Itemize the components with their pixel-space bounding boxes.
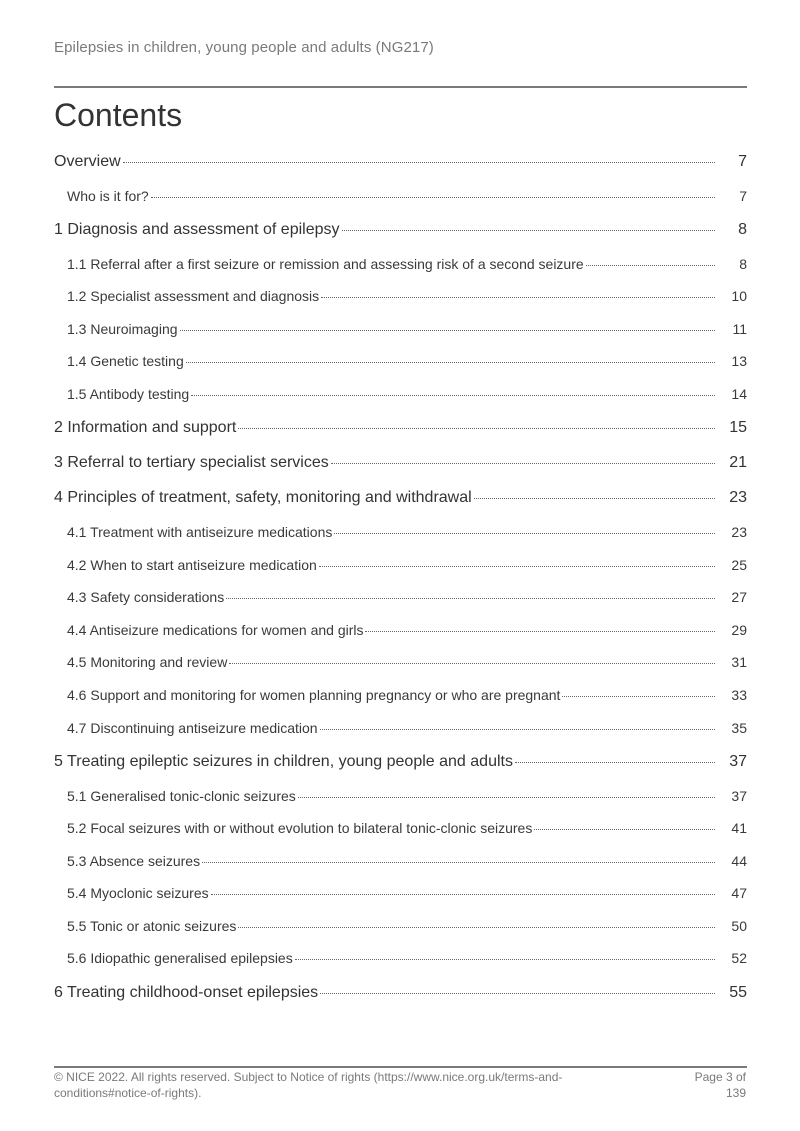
toc-leader-dots: [534, 829, 715, 830]
toc-entry-label[interactable]: 5.1 Generalised tonic-clonic seizures: [67, 788, 296, 804]
toc-leader-dots: [515, 762, 715, 763]
toc-entry-page: 29: [731, 622, 747, 638]
toc-entry-section-1[interactable]: [54, 221, 747, 239]
toc-entry-section-1-1[interactable]: [54, 256, 747, 272]
toc-entry-section-4-6[interactable]: [54, 687, 747, 703]
toc-leader-dots: [331, 463, 715, 464]
toc-leader-dots: [474, 498, 715, 499]
toc-entry-page: 52: [731, 950, 747, 966]
toc-entry-label[interactable]: 5.4 Myoclonic seizures: [67, 885, 209, 901]
toc-entry-section-4-2[interactable]: [54, 557, 747, 573]
toc-entry-page: 23: [729, 489, 747, 506]
toc-entry-label[interactable]: 5 Treating epileptic seizures in children, young people and adults: [54, 753, 513, 770]
toc-entry-label[interactable]: 1.5 Antibody testing: [67, 386, 190, 402]
toc-leader-dots: [342, 230, 716, 231]
toc-entry-section-5-1[interactable]: [54, 788, 747, 804]
toc-entry-label[interactable]: 3 Referral to tertiary specialist services: [54, 454, 329, 471]
toc-leader-dots: [202, 862, 715, 863]
toc-entry-section-3[interactable]: [54, 454, 747, 472]
toc-entry-label[interactable]: 4.6 Support and monitoring for women planning pregnancy or who are pregnant: [67, 687, 561, 703]
toc-entry-section-1-2[interactable]: [54, 288, 747, 304]
toc-entry-page: 21: [729, 454, 747, 471]
toc-leader-dots: [151, 197, 715, 198]
toc-leader-dots: [191, 395, 715, 396]
toc-entry-page: 7: [738, 153, 747, 170]
toc-entry-section-4-4[interactable]: [54, 622, 747, 638]
toc-entry-page: 55: [729, 984, 747, 1001]
toc-entry-section-4-7[interactable]: [54, 720, 747, 736]
toc-leader-dots: [123, 162, 715, 163]
toc-entry-label[interactable]: 4.5 Monitoring and review: [67, 654, 228, 670]
toc-entry-label[interactable]: 5.3 Absence seizures: [67, 853, 201, 869]
toc-entry-label[interactable]: 5.5 Tonic or atonic seizures: [67, 918, 237, 934]
toc-entry-overview[interactable]: [54, 153, 747, 171]
toc-entry-page: 15: [729, 419, 747, 436]
toc-entry-label[interactable]: 5.2 Focal seizures with or without evolution to bilateral tonic-clonic seizures: [67, 820, 533, 836]
toc-entry-page: 27: [731, 589, 747, 605]
footer-copyright-notice: © NICE 2022. All rights reserved. Subject to Notice of rights (https://www.nice.org.uk/terms-and-conditions#notice-of-rights).: [54, 1070, 563, 1100]
toc-entry-section-4-3[interactable]: [54, 589, 747, 605]
toc-entry-section-5-4[interactable]: [54, 885, 747, 901]
toc-entry-label[interactable]: 1.4 Genetic testing: [67, 353, 184, 369]
toc-entry-label[interactable]: 1 Diagnosis and assessment of epilepsy: [54, 221, 340, 238]
toc-leader-dots: [238, 927, 715, 928]
toc-entry-section-5-5[interactable]: [54, 918, 747, 934]
toc-entry-section-1-5[interactable]: [54, 386, 747, 402]
toc-entry-label[interactable]: Who is it for?: [67, 188, 149, 204]
toc-entry-page: 47: [731, 885, 747, 901]
toc-entry-section-5-6[interactable]: [54, 950, 747, 966]
toc-entry-page: 8: [739, 256, 747, 272]
toc-entry-page: 44: [731, 853, 747, 869]
toc-entry-label[interactable]: 1.3 Neuroimaging: [67, 321, 178, 337]
toc-entry-page: 41: [731, 820, 747, 836]
toc-entry-section-1-4[interactable]: [54, 353, 747, 369]
toc-leader-dots: [186, 362, 715, 363]
toc-entry-label[interactable]: 1.1 Referral after a first seizure or remission and assessing risk of a second seizure: [67, 256, 584, 272]
toc-leader-dots: [562, 696, 715, 697]
toc-entry-section-2[interactable]: [54, 419, 747, 437]
toc-entry-page: 37: [729, 753, 747, 770]
toc-entry-page: 8: [738, 221, 747, 238]
toc-entry-label[interactable]: 4.1 Treatment with antiseizure medications: [67, 524, 333, 540]
toc-entry-page: 25: [731, 557, 747, 573]
toc-entry-page: 35: [731, 720, 747, 736]
toc-entry-section-6[interactable]: [54, 984, 747, 1002]
toc-entry-page: 37: [731, 788, 747, 804]
toc-entry-section-4-1[interactable]: [54, 524, 747, 540]
toc-entry-label[interactable]: 4.7 Discontinuing antiseizure medication: [67, 720, 318, 736]
toc-entry-label[interactable]: 5.6 Idiopathic generalised epilepsies: [67, 950, 293, 966]
toc-leader-dots: [229, 663, 715, 664]
toc-entry-section-5-3[interactable]: [54, 853, 747, 869]
toc-entry-label[interactable]: 6 Treating childhood-onset epilepsies: [54, 984, 319, 1001]
toc-entry-section-5-2[interactable]: [54, 820, 747, 836]
toc-entry-page: 50: [731, 918, 747, 934]
toc-entry-page: 7: [739, 188, 747, 204]
toc-entry-label[interactable]: 4.3 Safety considerations: [67, 589, 225, 605]
toc-entry-section-4[interactable]: [54, 489, 747, 507]
toc-leader-dots: [365, 631, 715, 632]
toc-entry-page: 31: [731, 654, 747, 670]
toc-entry-label[interactable]: 2 Information and support: [54, 419, 237, 436]
toc-leader-dots: [298, 797, 715, 798]
toc-entry-label[interactable]: 4.2 When to start antiseizure medication: [67, 557, 317, 573]
toc-leader-dots: [295, 959, 715, 960]
toc-entry-label[interactable]: 1.2 Specialist assessment and diagnosis: [67, 288, 320, 304]
toc-leader-dots: [320, 729, 715, 730]
table-of-contents: [54, 0, 747, 1131]
footer-divider: [54, 1066, 747, 1068]
toc-entry-label[interactable]: 4 Principles of treatment, safety, monitoring and withdrawal: [54, 489, 472, 506]
page-title: Contents: [54, 97, 183, 133]
toc-entry-page: 33: [731, 687, 747, 703]
toc-leader-dots: [319, 566, 715, 567]
toc-entry-page: 23: [731, 524, 747, 540]
toc-entry-page: 11: [732, 321, 747, 337]
footer-page-number: Page 3 of 139: [694, 1070, 746, 1100]
toc-leader-dots: [320, 993, 715, 994]
toc-entry-who-is-it-for[interactable]: [54, 188, 747, 204]
toc-entry-section-5[interactable]: [54, 753, 747, 771]
running-header: Epilepsies in children, young people and adults (NG217): [54, 39, 434, 56]
toc-entry-section-4-5[interactable]: [54, 654, 747, 670]
toc-entry-label[interactable]: Overview: [54, 153, 121, 170]
toc-entry-label[interactable]: 4.4 Antiseizure medications for women and girls: [67, 622, 364, 638]
toc-leader-dots: [238, 428, 715, 429]
toc-leader-dots: [586, 265, 715, 266]
toc-leader-dots: [211, 894, 715, 895]
toc-leader-dots: [334, 533, 715, 534]
toc-entry-page: 13: [731, 353, 747, 369]
toc-leader-dots: [321, 297, 715, 298]
toc-entry-page: 14: [731, 386, 747, 402]
toc-entry-section-1-3[interactable]: [54, 321, 747, 337]
toc-leader-dots: [180, 330, 715, 331]
toc-leader-dots: [226, 598, 715, 599]
toc-entry-page: 10: [731, 288, 747, 304]
